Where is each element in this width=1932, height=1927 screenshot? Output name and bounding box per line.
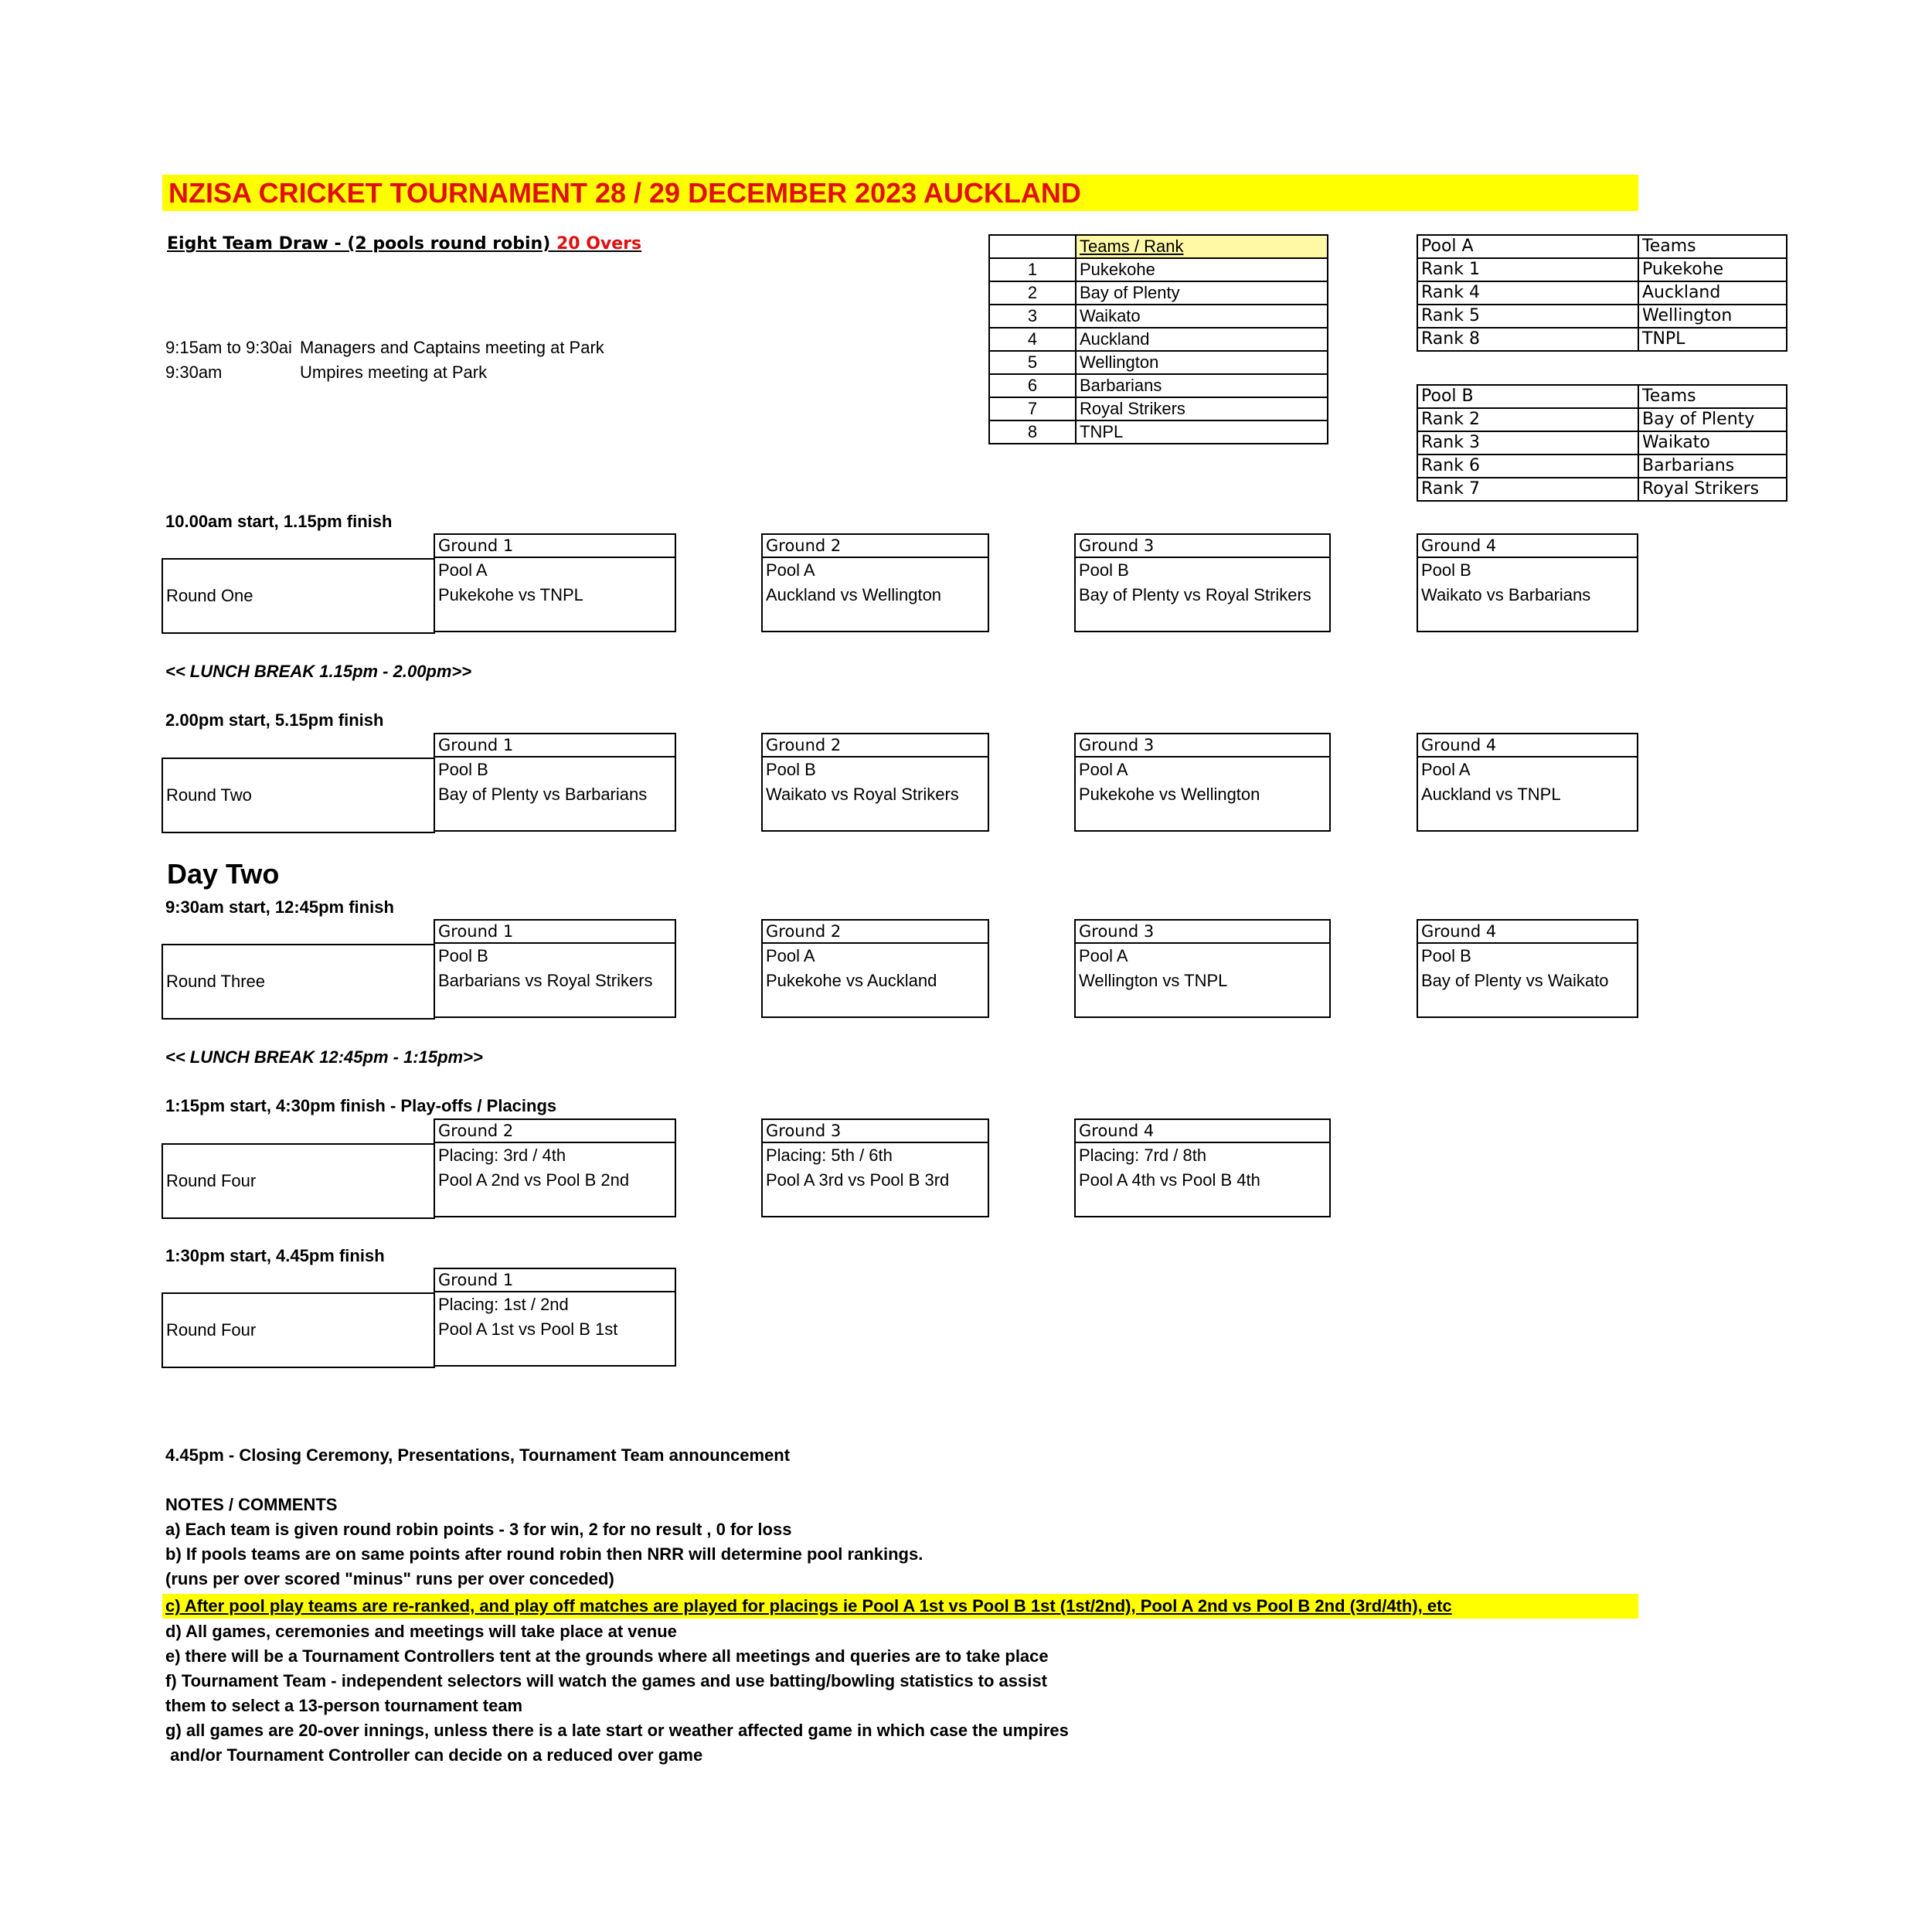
ground-header: Ground 4 xyxy=(1417,733,1638,758)
note-a: a) Each team is given round robin points - 3 for win, 2 for no result , 0 for loss xyxy=(165,1520,792,1539)
pool-b-header: Pool B xyxy=(1417,385,1638,408)
ground-cell xyxy=(434,1118,676,1217)
pool-a-team: Pukekohe xyxy=(1638,258,1787,281)
pool-a-rank: Rank 8 xyxy=(1417,328,1638,351)
pool-a-rank: Rank 5 xyxy=(1417,305,1638,328)
placing-label: Placing: 1st / 2nd xyxy=(438,1295,569,1314)
pool-a-team: Wellington xyxy=(1638,305,1787,328)
rank-team: TNPL xyxy=(1076,420,1328,444)
match-label: Bay of Plenty vs Royal Strikers xyxy=(1079,585,1311,604)
ground-cell xyxy=(1417,533,1638,632)
pool-a-teams-header: Teams xyxy=(1638,235,1787,258)
placing-label: Placing: 5th / 6th xyxy=(766,1146,893,1165)
lunch-break-1: << LUNCH BREAK 1.15pm - 2.00pm>> xyxy=(165,662,472,681)
ground-cell xyxy=(761,733,989,832)
note-g-cont: and/or Tournament Controller can decide on a reduced over game xyxy=(165,1745,703,1765)
round-label: Round Three xyxy=(162,944,435,1020)
rank-number: 2 xyxy=(989,281,1076,305)
pool-b-rank: Rank 2 xyxy=(1417,408,1638,431)
subtitle-overs: 20 Overs xyxy=(556,234,642,254)
pool-a-team: Auckland xyxy=(1638,281,1787,305)
note-f: f) Tournament Team - independent selectors will watch the games and use batting/bowling statistics to assist xyxy=(165,1671,1047,1690)
ground-body xyxy=(1074,758,1331,832)
match-label: Bay of Plenty vs Barbarians xyxy=(438,785,648,804)
subtitle xyxy=(167,234,641,254)
match-label: Pool A 4th vs Pool B 4th xyxy=(1079,1170,1260,1190)
ground-body xyxy=(434,758,676,832)
pool-b-rank: Rank 7 xyxy=(1417,478,1638,501)
session-heading-5: 1:30pm start, 4.45pm finish xyxy=(165,1246,385,1265)
rank-team: Barbarians xyxy=(1076,374,1328,397)
match-label: Pool A 3rd vs Pool B 3rd xyxy=(766,1170,950,1190)
note-e: e) there will be a Tournament Controllers tent at the grounds where all meetings and queries are to take place xyxy=(165,1646,1049,1666)
session-heading-3: 9:30am start, 12:45pm finish xyxy=(165,897,394,917)
match-label: Bay of Plenty vs Waikato xyxy=(1421,971,1609,990)
placing-label: Placing: 7rd / 8th xyxy=(1079,1146,1207,1165)
ground-header: Ground 2 xyxy=(761,919,989,944)
pool-b-teams-header: Teams xyxy=(1638,385,1787,408)
pool-label: Pool B xyxy=(766,760,816,779)
ground-header: Ground 3 xyxy=(1074,733,1331,758)
rank-header: Teams / Rank xyxy=(1076,235,1328,258)
ground-cell xyxy=(434,919,676,1018)
page-title: NZISA CRICKET TOURNAMENT 28 / 29 DECEMBER 2023 AUCKLAND xyxy=(162,175,1638,211)
ground-body xyxy=(761,1143,989,1217)
round-label: Round One xyxy=(162,558,435,634)
ground-body xyxy=(761,558,989,632)
pool-label: Pool A xyxy=(766,946,815,965)
ground-cell xyxy=(761,1118,989,1217)
pool-b-table xyxy=(1417,384,1787,502)
match-label: Waikato vs Royal Strikers xyxy=(766,785,959,804)
match-label: Barbarians vs Royal Strikers xyxy=(438,971,653,990)
ground-header: Ground 1 xyxy=(434,733,676,758)
ground-cell xyxy=(434,1268,676,1367)
pool-label: Pool A xyxy=(438,560,488,580)
rank-team: Bay of Plenty xyxy=(1076,281,1328,305)
subtitle-text: Eight Team Draw - (2 pools round robin) xyxy=(167,234,556,254)
ground-cell xyxy=(434,533,676,632)
session-heading-1: 10.00am start, 1.15pm finish xyxy=(165,512,393,531)
round-label: Round Four xyxy=(162,1143,435,1219)
ground-header: Ground 3 xyxy=(1074,919,1331,944)
schedule-time-2: 9:30am xyxy=(165,363,223,382)
ground-cell xyxy=(1074,533,1331,632)
notes-title: NOTES / COMMENTS xyxy=(165,1495,338,1514)
ground-header: Ground 4 xyxy=(1417,533,1638,558)
rank-number: 6 xyxy=(989,374,1076,397)
note-d: d) All games, ceremonies and meetings will take place at venue xyxy=(165,1622,677,1641)
rank-team: Wellington xyxy=(1076,351,1328,374)
pool-label: Pool A xyxy=(1079,760,1128,779)
closing-ceremony: 4.45pm - Closing Ceremony, Presentations, Tournament Team announcement xyxy=(165,1445,791,1465)
rank-number: 8 xyxy=(989,420,1076,444)
pool-b-team: Barbarians xyxy=(1638,455,1787,478)
rank-number: 3 xyxy=(989,305,1076,328)
session-heading-4: 1:15pm start, 4:30pm finish - Play-offs / Placings xyxy=(165,1096,557,1115)
rank-number: 5 xyxy=(989,351,1076,374)
note-b-cont: (runs per over scored "minus" runs per over conceded) xyxy=(165,1569,614,1588)
ground-header: Ground 3 xyxy=(761,1118,989,1143)
ground-body xyxy=(1074,944,1331,1018)
pool-a-table xyxy=(1417,234,1787,352)
pool-label: Pool A xyxy=(1421,760,1471,779)
day-two-heading: Day Two xyxy=(167,858,280,890)
ground-body xyxy=(1074,1143,1331,1217)
match-label: Auckland vs Wellington xyxy=(766,585,942,604)
pool-label: Pool A xyxy=(766,560,815,580)
match-label: Pukekohe vs Auckland xyxy=(766,971,937,990)
rank-team: Waikato xyxy=(1076,305,1328,328)
rank-number: 7 xyxy=(989,397,1076,420)
rank-team: Auckland xyxy=(1076,328,1328,351)
ground-header: Ground 1 xyxy=(434,533,676,558)
pool-b-rank: Rank 3 xyxy=(1417,431,1638,455)
pool-a-rank: Rank 1 xyxy=(1417,258,1638,281)
match-label: Pool A 1st vs Pool B 1st xyxy=(438,1319,618,1339)
pool-a-rank: Rank 4 xyxy=(1417,281,1638,305)
ground-header: Ground 4 xyxy=(1074,1118,1331,1143)
session-heading-2: 2.00pm start, 5.15pm finish xyxy=(165,710,384,730)
ground-cell xyxy=(761,919,989,1018)
ground-body xyxy=(1417,558,1638,632)
ground-body xyxy=(434,944,676,1018)
pool-label: Pool B xyxy=(1421,560,1471,580)
match-label: Waikato vs Barbarians xyxy=(1421,585,1591,604)
match-label: Pukekohe vs Wellington xyxy=(1079,785,1260,804)
note-c: c) After pool play teams are re-ranked, and play off matches are played for placings ie Pool A 1st vs Pool B 1st (1st/2nd), Pool A 2nd vs Pool B 2nd (3rd/4th), etc xyxy=(165,1596,1452,1615)
placing-label: Placing: 3rd / 4th xyxy=(438,1146,566,1165)
note-g: g) all games are 20-over innings, unless there is a late start or weather affected game in which case the umpires xyxy=(165,1721,1069,1740)
pool-b-team: Royal Strikers xyxy=(1638,478,1787,501)
ground-header: Ground 2 xyxy=(761,733,989,758)
ground-cell xyxy=(1417,733,1638,832)
pool-label: Pool B xyxy=(438,760,488,779)
ground-cell xyxy=(761,533,989,632)
ground-cell xyxy=(1074,733,1331,832)
pool-a-header: Pool A xyxy=(1417,235,1638,258)
ground-body xyxy=(1417,758,1638,832)
rank-team: Pukekohe xyxy=(1076,258,1328,281)
round-label: Round Two xyxy=(162,758,435,833)
ground-body xyxy=(1417,944,1638,1018)
pool-b-team: Bay of Plenty xyxy=(1638,408,1787,431)
ground-cell xyxy=(1074,1118,1331,1217)
schedule-time-1: 9:15am to 9:30ai xyxy=(165,338,292,357)
pool-label: Pool B xyxy=(1079,560,1129,580)
match-label: Pukekohe vs TNPL xyxy=(438,585,583,604)
lunch-break-2: << LUNCH BREAK 12:45pm - 1:15pm>> xyxy=(165,1047,483,1067)
schedule-text-1: Managers and Captains meeting at Park xyxy=(300,338,604,357)
pool-a-team: TNPL xyxy=(1638,328,1787,351)
ground-cell xyxy=(1074,919,1331,1018)
rank-number: 1 xyxy=(989,258,1076,281)
ground-cell xyxy=(434,733,676,832)
rank-header-blank xyxy=(989,235,1076,258)
pool-label: Pool B xyxy=(1421,946,1471,965)
pool-label: Pool B xyxy=(438,946,488,965)
pool-label: Pool A xyxy=(1079,946,1128,965)
rank-number: 4 xyxy=(989,328,1076,351)
pool-b-team: Waikato xyxy=(1638,431,1787,455)
note-f-cont: them to select a 13-person tournament team xyxy=(165,1696,523,1715)
rank-table xyxy=(988,234,1328,444)
ground-body xyxy=(761,758,989,832)
match-label: Pool A 2nd vs Pool B 2nd xyxy=(438,1170,630,1190)
match-label: Wellington vs TNPL xyxy=(1079,971,1228,990)
rank-team: Royal Strikers xyxy=(1076,397,1328,420)
ground-body xyxy=(434,558,676,632)
ground-header: Ground 4 xyxy=(1417,919,1638,944)
ground-cell xyxy=(1417,919,1638,1018)
pool-b-rank: Rank 6 xyxy=(1417,455,1638,478)
ground-body xyxy=(761,944,989,1018)
ground-body xyxy=(1074,558,1331,632)
ground-body xyxy=(434,1292,676,1367)
round-label: Round Four xyxy=(162,1292,435,1368)
ground-header: Ground 1 xyxy=(434,1268,676,1292)
note-b: b) If pools teams are on same points after round robin then NRR will determine pool rankings. xyxy=(165,1544,923,1564)
ground-header: Ground 3 xyxy=(1074,533,1331,558)
ground-body xyxy=(434,1143,676,1217)
schedule-text-2: Umpires meeting at Park xyxy=(300,363,488,382)
match-label: Auckland vs TNPL xyxy=(1421,785,1561,804)
ground-header: Ground 2 xyxy=(434,1118,676,1143)
ground-header: Ground 1 xyxy=(434,919,676,944)
ground-header: Ground 2 xyxy=(761,533,989,558)
